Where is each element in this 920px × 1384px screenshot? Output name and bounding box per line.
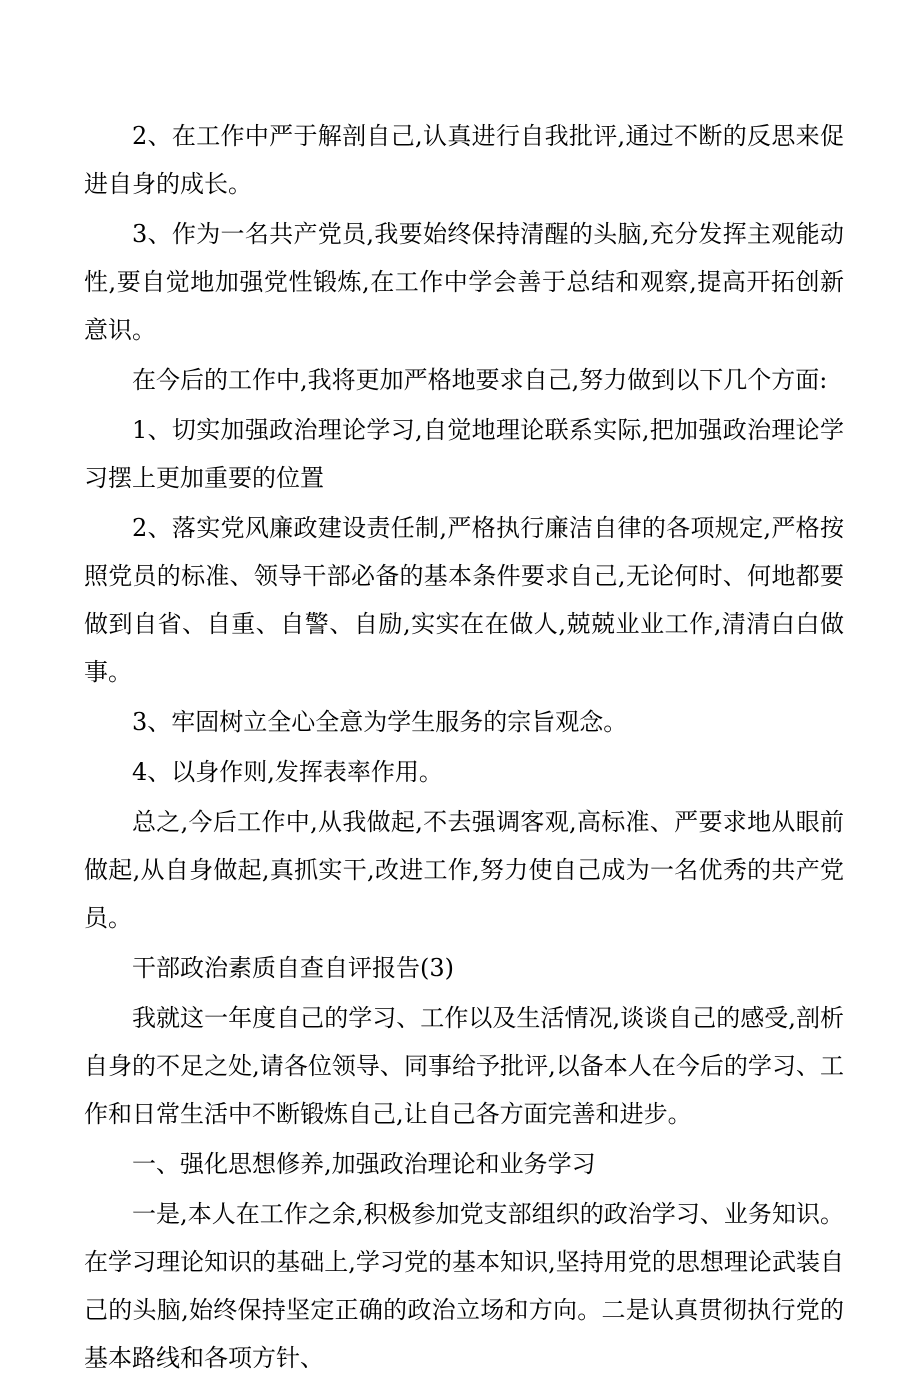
paragraph-2: 3、作为一名共产党员,我要始终保持清醒的头脑,充分发挥主观能动性,要自觉地加强党性锻炼,在工作中学会善于总结和观察,提高开拓创新意识。 [84,220,844,344]
section-heading: 一、强化思想修养,加强政治理论和业务学习 [132,1150,596,1178]
section-title: 干部政治素质自查自评报告(3) [132,954,454,982]
paragraph-4: 1、切实加强政治理论学习,自觉地理论联系实际,把加强政治理论学习摆上更加重要的位置 [84,416,844,492]
paragraph-10: 我就这一年度自己的学习、工作以及生活情况,谈谈自己的感受,剖析自身的不足之处,请各位领导、同事给予批评,以备本人在今后的学习、工作和日常生活中不断锻炼自己,让自己各方面完善和进步。 [84,1004,844,1128]
paragraph-12: 一是,本人在工作之余,积极参加党支部组织的政治学习、业务知识。在学习理论知识的基础上,学习党的基本知识,坚持用党的思想理论武装自己的头脑,始终保持坚定正确的政治立场和方向。二是认真贯彻执行党的基本路线和各项方针、 [84,1200,844,1372]
paragraph-6: 3、牢固树立全心全意为学生服务的宗旨观念。 [132,708,628,736]
paragraph-5: 2、落实党风廉政建设责任制,严格执行廉洁自律的各项规定,严格按照党员的标准、领导干部必备的基本条件要求自己,无论何时、何地都要做到自省、自重、自警、自励,实实在在做人,兢兢业业工作,清清白白做事。 [84,514,844,686]
paragraph-1: 2、在工作中严于解剖自己,认真进行自我批评,通过不断的反思来促进自身的成长。 [84,122,844,198]
paragraph-7: 4、以身作则,发挥表率作用。 [132,758,443,786]
paragraph-8: 总之,今后工作中,从我做起,不去强调客观,高标准、严要求地从眼前做起,从自身做起,真抓实干,改进工作,努力使自己成为一名优秀的共产党员。 [84,808,844,932]
document-body [84,112,844,1384]
paragraph-3: 在今后的工作中,我将更加严格地要求自己,努力做到以下几个方面: [132,366,828,394]
